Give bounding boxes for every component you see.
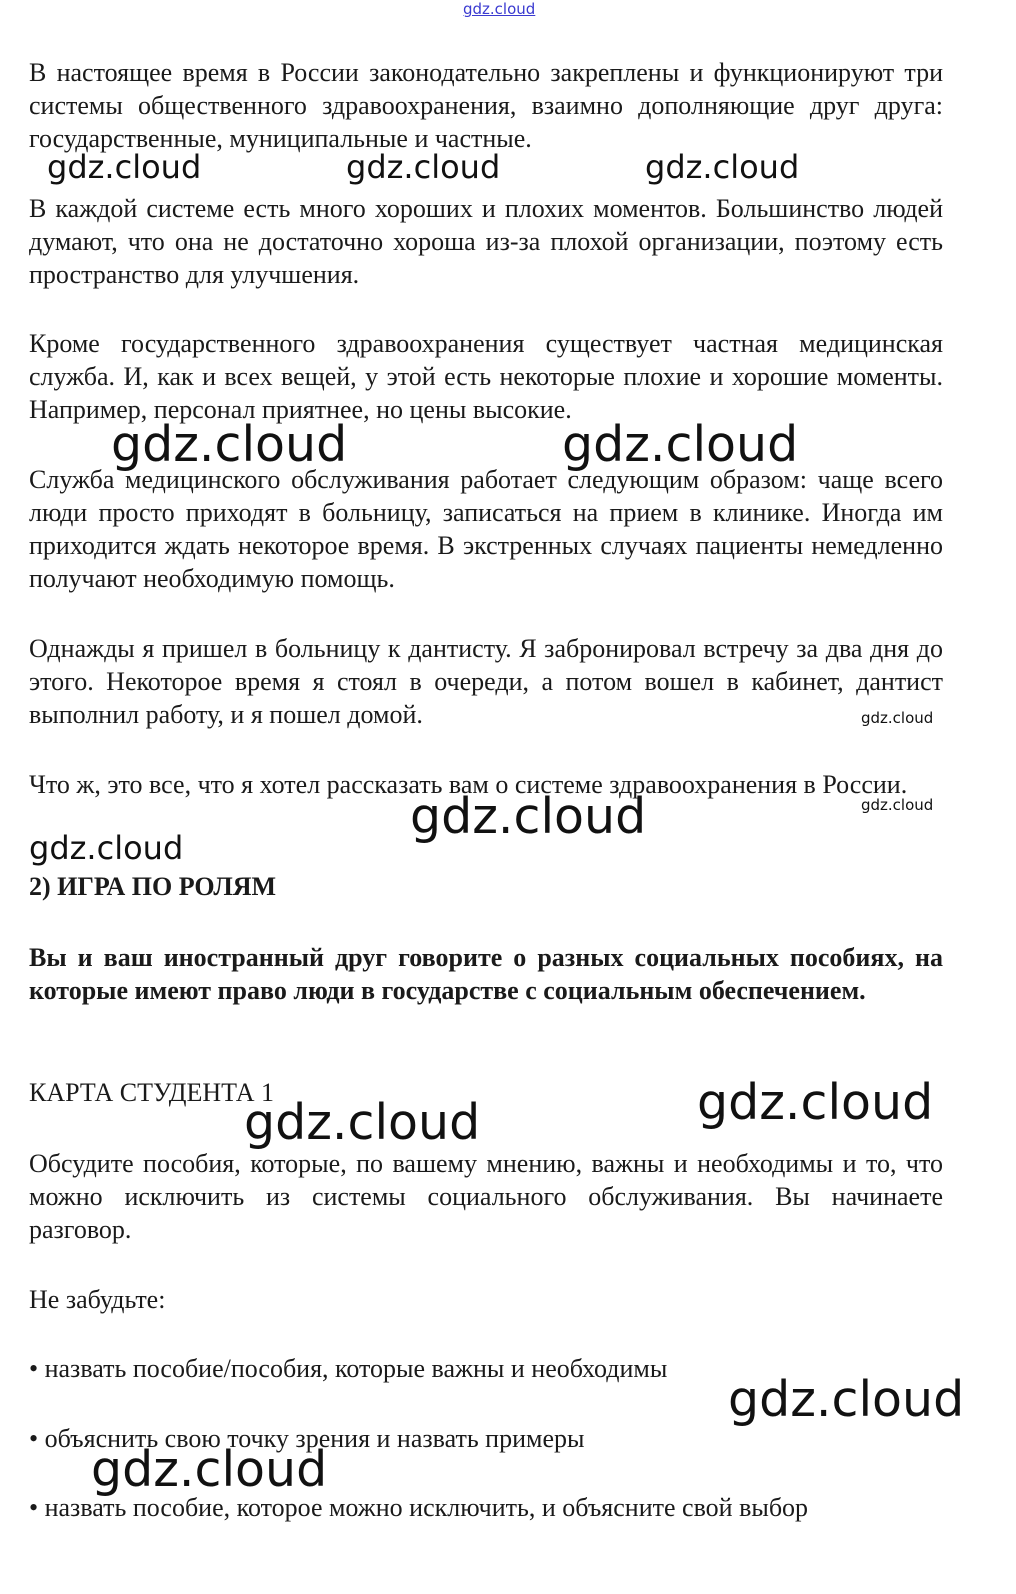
bullet-item: • объяснить свою точку зрения и назвать примеры (29, 1424, 585, 1453)
watermark: gdz.cloud (697, 1074, 934, 1131)
paragraph-2: В каждой системе есть много хороших и плохих моментов. Большинство людей думают, что она не достаточно хороша из-за плохой организации, поэтому есть пространство для улучшения. (29, 194, 943, 289)
section-heading: 2) ИГРА ПО РОЛЯМ (29, 872, 277, 901)
paragraph-6: Что ж, это все, что я хотел рассказать вам о системе здравоохранения в России. (29, 770, 908, 799)
watermark: gdz.cloud (47, 148, 202, 186)
paragraph-5: Однажды я пришел в больницу к дантисту. Я забронировал встречу за два дня до этого. Некоторое время я стоял в очереди, а потом вошел в кабинет, дантист выполнил работу, и я пошел домой. (29, 634, 943, 729)
paragraph-3: Кроме государственного здравоохранения существует частная медицинская служба. И, как и всех вещей, у этой есть некоторые плохие и хорошие моменты. Например, персонал приятнее, но цены высокие. (29, 329, 943, 424)
watermark: gdz.cloud (861, 709, 934, 727)
watermark: gdz.cloud (346, 148, 501, 186)
bullet-item: • назвать пособие, которое можно исключить, и объясните свой выбор (29, 1493, 809, 1522)
watermark: gdz.cloud (111, 416, 348, 473)
card-title: КАРТА СТУДЕНТА 1 (29, 1078, 275, 1107)
watermark: gdz.cloud (410, 788, 647, 845)
task-description: Вы и ваш иностранный друг говорите о разных социальных пособиях, на которые имеют право люди в государстве с социальным обеспечением. (29, 943, 943, 1005)
watermark: gdz.cloud (244, 1094, 481, 1151)
paragraph-1: В настоящее время в России законодательно закреплены и функционируют три системы общественного здравоохранения, взаимно дополняющие друг друга: государственные, муниципальные и частные. (29, 58, 943, 153)
watermark: gdz.cloud (861, 796, 934, 814)
paragraph-4: Служба медицинского обслуживания работает следующим образом: чаще всего люди просто приходят в больницу, записаться на прием в клинике. Иногда им приходится ждать некоторое время. В экстренных случаях пациенты немедленно получают необходимую помощь. (29, 465, 943, 593)
watermark: gdz.cloud (562, 416, 799, 473)
watermark-top: gdz.cloud (463, 0, 536, 18)
watermark: gdz.cloud (728, 1371, 965, 1428)
watermark: gdz.cloud (91, 1441, 328, 1498)
watermark: gdz.cloud (29, 829, 184, 867)
reminder-label: Не забудьте: (29, 1285, 166, 1314)
watermark: gdz.cloud (645, 148, 800, 186)
bullet-item: • назвать пособие/пособия, которые важны и необходимы (29, 1354, 668, 1383)
card-instruction: Обсудите пособия, которые, по вашему мнению, важны и необходимы и то, что можно исключить из системы социального обслуживания. Вы начинаете разговор. (29, 1149, 943, 1244)
